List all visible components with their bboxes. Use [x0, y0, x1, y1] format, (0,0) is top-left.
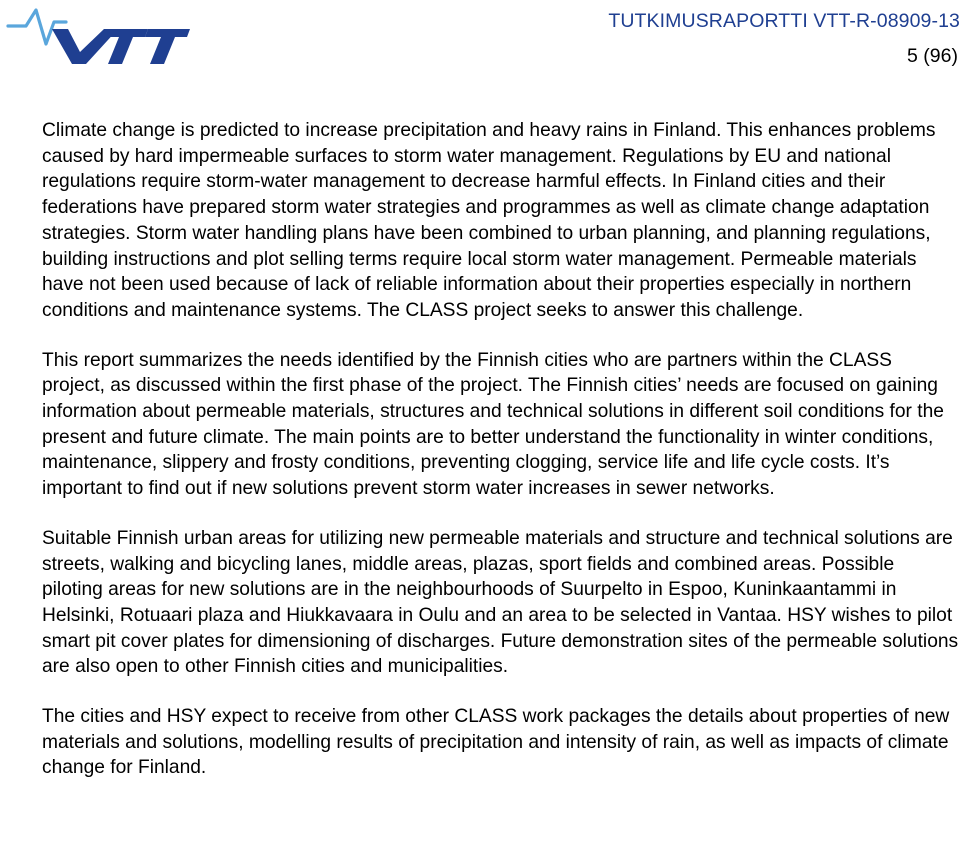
paragraph: This report summarizes the needs identified by the Finnish cities who are partners within the CLASS project, as discussed within the first phase of the project. The Finnish cities’ needs are focused on gaining information about permeable materials, structures and technical solutions in different soil conditions for the present and future climate. The main points are to better understand the functionality in winter conditions, maintenance, slippery and frosty conditions, preventing clogging, service life and life cycle costs. It’s important to find out if new solutions prevent storm water increases in sewer networks. — [42, 349, 944, 500]
page-number: 5 (96) — [907, 45, 958, 67]
paragraph: The cities and HSY expect to receive from other CLASS work packages the details about properties of new materials and solutions, modelling results of precipitation and intensity of rain, as well as impacts of climate change for Finland. — [42, 706, 950, 779]
report-id: TUTKIMUSRAPORTTI VTT-R-08909-13 — [608, 10, 960, 32]
vtt-logo — [6, 0, 190, 70]
body-text — [42, 118, 960, 805]
paragraph: Climate change is predicted to increase precipitation and heavy rains in Finland. This enhances problems caused by hard impermeable surfaces to storm water management. Regulations by EU and national regulations require storm-water management to decrease harmful effects. In Finland cities and their federations have prepared storm water strategies and programmes as well as climate change adaptation strategies. Storm water handling plans have been combined to urban planning, and planning regulations, building instructions and plot selling terms require local storm water management. Permeable materials have not been used because of lack of reliable information about their properties especially in northern conditions and maintenance systems. The CLASS project seeks to answer this challenge. — [42, 120, 936, 321]
vtt-logo-graphic — [6, 0, 190, 70]
paragraph: Suitable Finnish urban areas for utilizing new permeable materials and structure and technical solutions are streets, walking and bicycling lanes, middle areas, plazas, sport fields and combined areas. Possible piloting areas for new solutions are in the neighbourhoods of Suurpelto in Espoo, Kuninkaantammi in Helsinki, Rotuaari plaza and Hiukkavaara in Oulu and an area to be selected in Vantaa. HSY wishes to pilot smart pit cover plates for dimensioning of discharges. Future demonstration sites of the permeable solutions are also open to other Finnish cities and municipalities. — [42, 527, 959, 678]
